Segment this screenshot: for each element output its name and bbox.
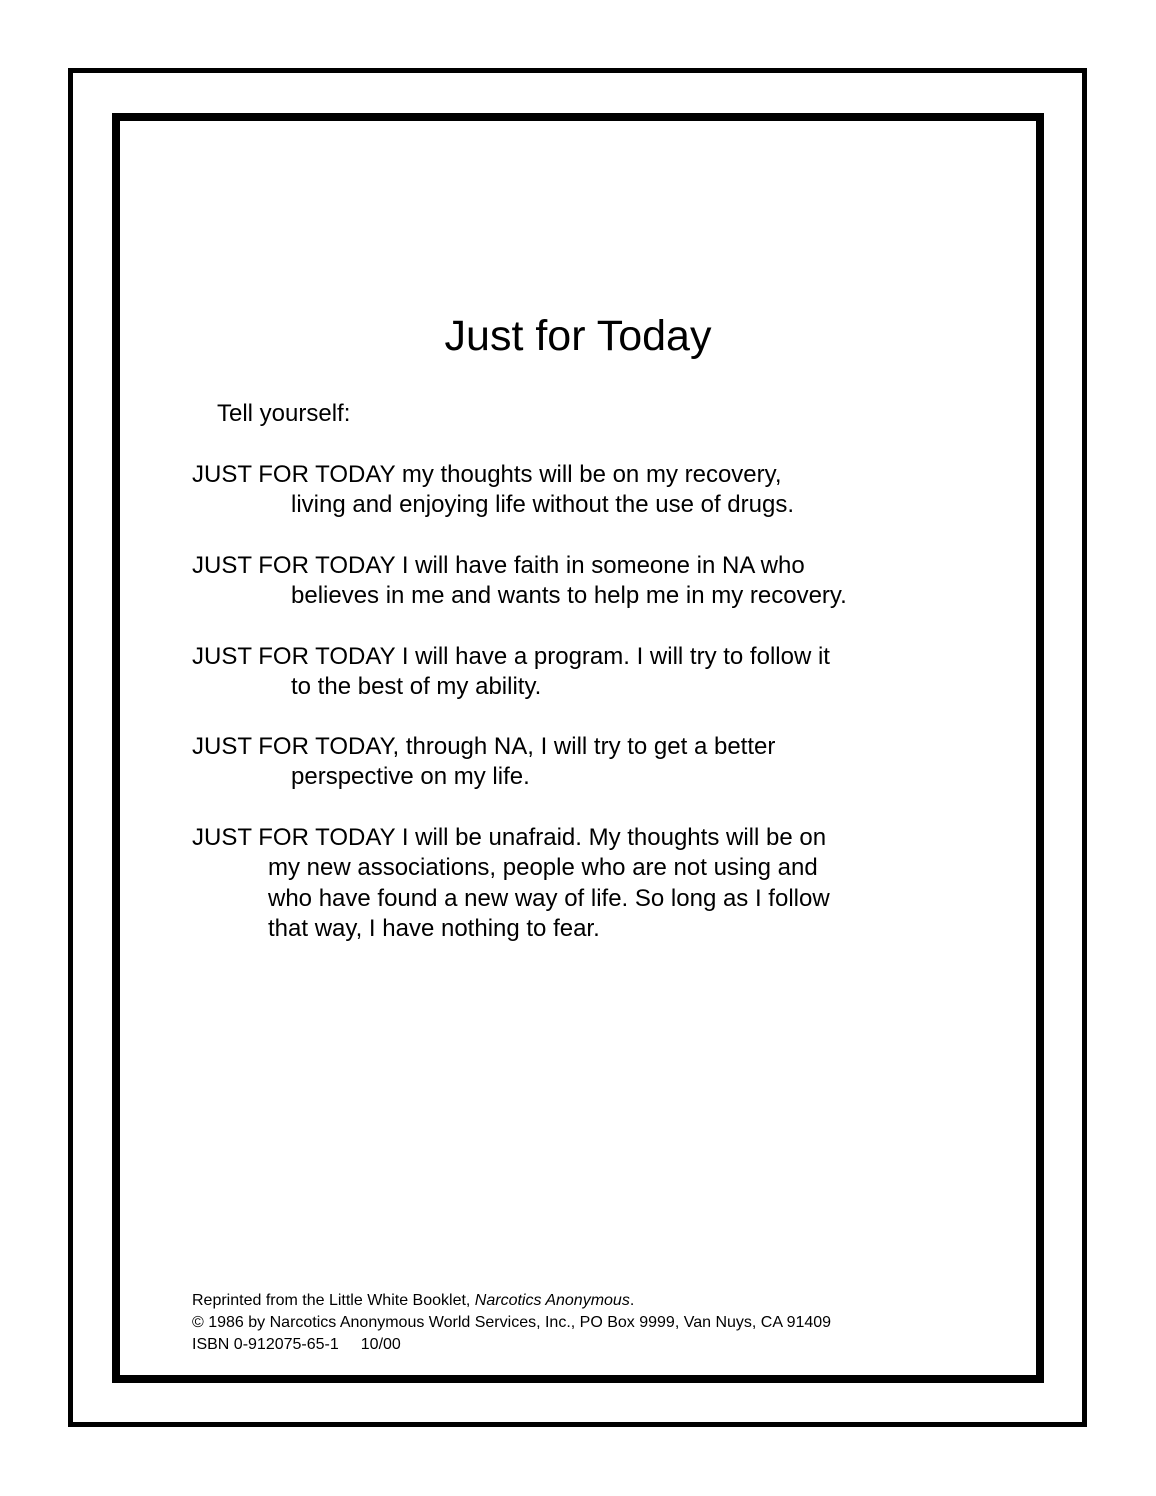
stanza-4-line-1: JUST FOR TODAY, through NA, I will try to get a better bbox=[192, 733, 776, 760]
stanza-2-line-1: JUST FOR TODAY I will have faith in someone in NA who bbox=[192, 552, 805, 579]
stanza-3-line-1: JUST FOR TODAY I will have a program. I will try to follow it bbox=[192, 643, 830, 670]
stanza-2 bbox=[192, 551, 847, 612]
footer-reprint-title: Narcotics Anonymous bbox=[474, 1292, 630, 1309]
footer-code: 10/00 bbox=[360, 1336, 401, 1353]
footer-isbn-line bbox=[192, 1334, 831, 1356]
footer-reprint bbox=[192, 1290, 831, 1312]
stanza-1 bbox=[192, 460, 794, 521]
stanza-2-line-2: believes in me and wants to help me in my recovery. bbox=[291, 582, 847, 610]
stanza-1-line-1: JUST FOR TODAY my thoughts will be on my recovery, bbox=[192, 461, 782, 488]
stanza-5-line-3: who have found a new way of life. So long as I follow bbox=[268, 884, 830, 912]
stanza-4-line-2: perspective on my life. bbox=[291, 763, 530, 791]
page-title: Just for Today bbox=[444, 312, 712, 360]
stanza-5-line-1: JUST FOR TODAY I will be unafraid. My thoughts will be on bbox=[192, 824, 827, 851]
stanza-5 bbox=[192, 823, 830, 944]
footer bbox=[192, 1290, 831, 1356]
footer-reprint-prefix: Reprinted from the Little White Booklet, bbox=[192, 1292, 475, 1309]
footer-copyright: © 1986 by Narcotics Anonymous World Services, Inc., PO Box 9999, Van Nuys, CA 91409 bbox=[192, 1314, 832, 1331]
footer-isbn: ISBN 0-912075-65-1 bbox=[192, 1336, 339, 1353]
stanza-1-line-2: living and enjoying life without the use of drugs. bbox=[291, 491, 794, 519]
stanza-5-line-4: that way, I have nothing to fear. bbox=[268, 914, 600, 942]
stanza-5-line-2: my new associations, people who are not using and bbox=[268, 854, 818, 882]
stanza-3-line-2: to the best of my ability. bbox=[291, 673, 542, 701]
intro-text: Tell yourself: bbox=[217, 400, 351, 427]
stanza-4 bbox=[192, 732, 775, 793]
stanza-3 bbox=[192, 642, 830, 703]
footer-reprint-suffix: . bbox=[629, 1292, 635, 1309]
